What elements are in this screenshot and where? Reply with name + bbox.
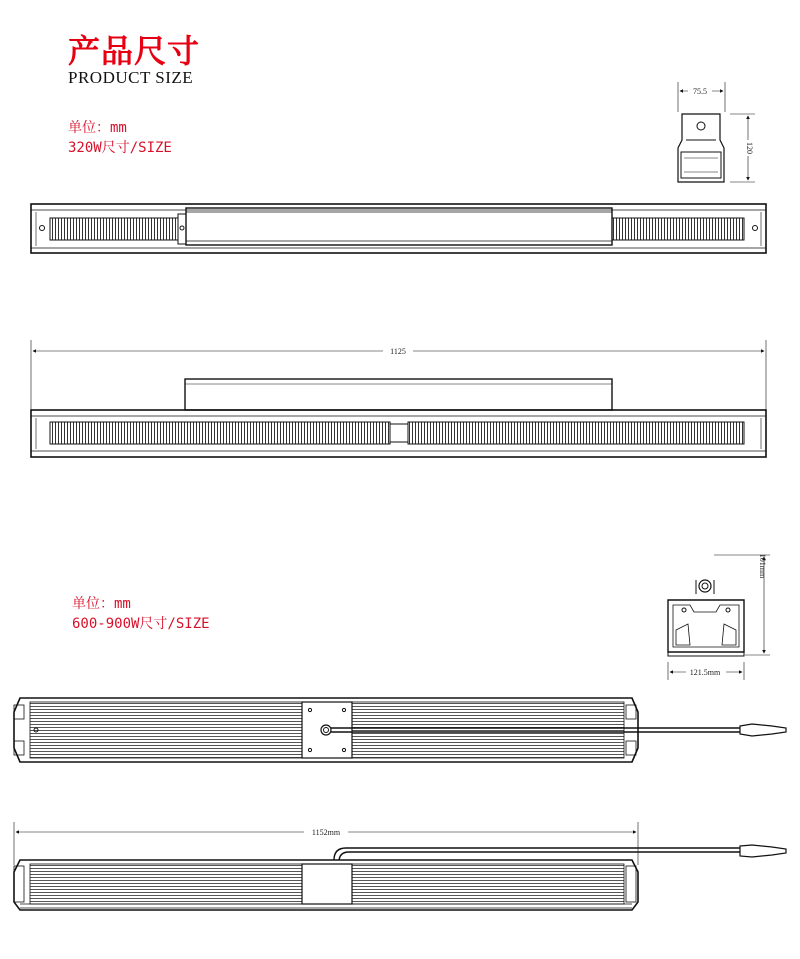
unit-label-600-900w: 单位：mm [72, 596, 131, 612]
side-view-320w [678, 82, 755, 182]
dim-length-320w: 1125 [390, 347, 406, 356]
top-view-600-900w [14, 845, 786, 910]
top-view-320w [31, 379, 766, 457]
dim-height-320w: 120 [745, 142, 754, 154]
dim-width-320w: 75.5 [693, 87, 707, 96]
size-label-320w: 320W尺寸/SIZE [68, 140, 172, 156]
size-label-600-900w: 600-900W尺寸/SIZE [72, 616, 210, 632]
side-view-600-900w [668, 555, 770, 680]
front-view-600-900w [14, 698, 786, 762]
product-size-title-cn: 产品尺寸 [68, 32, 201, 70]
front-view-320w [31, 204, 766, 253]
dim-height-600-900w: 101mm [758, 553, 767, 579]
dim-length-600-900w: 1152mm [311, 828, 341, 837]
unit-label-320w: 单位：mm [68, 120, 127, 136]
dim-width-600-900w: 121.5mm [689, 668, 721, 677]
product-size-title-en: PRODUCT SIZE [68, 68, 194, 87]
